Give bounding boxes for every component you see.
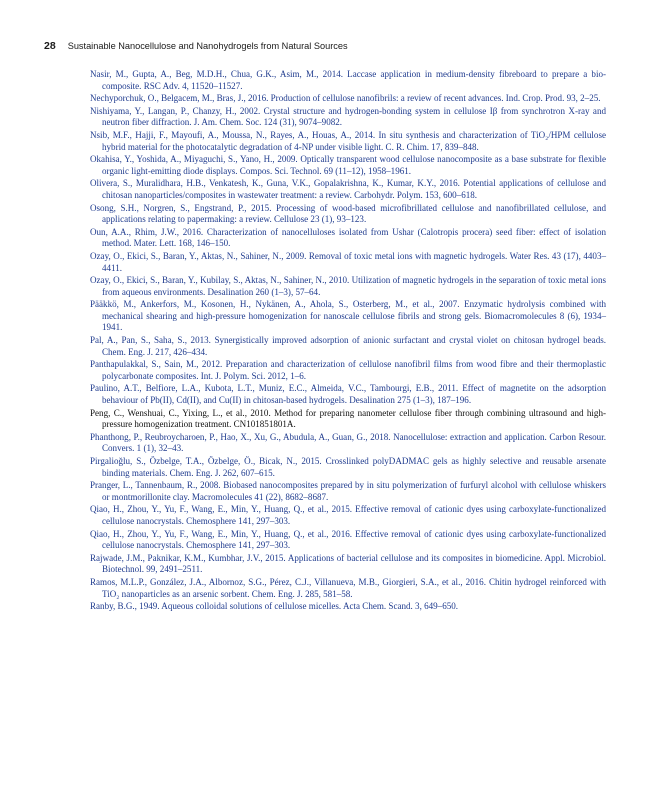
reference-item[interactable]: Paulino, A.T., Belfiore, L.A., Kubota, L.T., Muniz, E.C., Almeida, V.C., Tambourgi, E.B., 2011. Effect of magnetite on the adsorption behaviour of Pb(II), Cd(II), and Cu(II) in chitosan-based hydrogels. Desalination 275 (1–3), 187–196. <box>90 383 606 406</box>
reference-item[interactable]: Pranger, L., Tannenbaum, R., 2008. Biobased nanocomposites prepared by in situ polymerization of furfuryl alcohol with cellulose whiskers or montmorillonite clay. Macromolecules 41 (22), 8682–8687. <box>90 480 606 502</box>
running-header <box>44 40 608 52</box>
reference-item: Peng, C., Wenshuai, C., Yixing, L., et al., 2010. Method for preparing nanometer cellulose fiber through combining ultrasound and high-pressure homogenization treatment. CN101851801A. <box>90 407 606 430</box>
reference-item[interactable]: Pal, A., Pan, S., Saha, S., 2013. Synergistically improved adsorption of anionic surfactant and crystal violet on chitosan hydrogel beads. Chem. Eng. J. 217, 426–434. <box>90 335 606 357</box>
reference-item[interactable]: Ozay, O., Ekici, S., Baran, Y., Kubilay, S., Aktas, N., Sahiner, N., 2010. Utilization of magnetic hydrogels in the separation of toxic metal ions from aqueous environments. Desalination 260 (1–3), 57–64. <box>90 275 606 297</box>
reference-item[interactable]: Olivera, S., Muralidhara, H.B., Venkatesh, K., Guna, V.K., Gopalakrishna, K., Kumar, K.Y., 2016. Potential applications of cellulose and chitosan nanoparticles/composites in wastewater treatment: a review. Carbohydr. Polym. 153, 600–618. <box>90 178 606 200</box>
reference-item[interactable]: Pirgalioğlu, S., Özbelge, T.A., Özbelge, Ö., Bicak, N., 2015. Crosslinked polyDADMAC gels as highly selective and reusable arsenate binding materials. Chem. Eng. J. 262, 607–615. <box>90 456 606 478</box>
reference-item[interactable]: Ranby, B.G., 1949. Aqueous colloidal solutions of cellulose micelles. Acta Chem. Scand. 3, 649–650. <box>90 601 459 612</box>
running-title: Sustainable Nanocellulose and Nanohydrogels from Natural Sources <box>67 41 348 51</box>
reference-item[interactable]: Phanthong, P., Reubroycharoen, P., Hao, X., Xu, G., Abudula, A., Guan, G., 2018. Nanocellulose: extraction and application. Carbon Resour. Convers. 1 (1), 32–43. <box>90 431 606 454</box>
reference-item[interactable]: Oun, A.A., Rhim, J.W., 2016. Characterization of nanocelluloses isolated from Ushar (Calotropis procera) seed fiber: effect of isolation method. Mater. Lett. 168, 146–150. <box>90 226 606 249</box>
reference-item[interactable]: Qiao, H., Zhou, Y., Yu, F., Wang, E., Min, Y., Huang, Q., et al., 2015. Effective removal of cationic dyes using carboxylate-functionalized cellulose nanocrystals. Chemosphere 141, 297–303. <box>90 504 606 526</box>
reference-item[interactable]: Osong, S.H., Norgren, S., Engstrand, P., 2015. Processing of wood-based microfibrillated cellulose and nanofibrillated cellulose, and applications relating to papermaking: a review. Cellulose 23 (1), 93–123. <box>90 202 606 225</box>
reference-item[interactable]: Nishiyama, Y., Langan, P., Chanzy, H., 2002. Crystal structure and hydrogen-bonding system in cellulose Iβ from synchrotron X-ray and neutron fiber diffraction. J. Am. Chem. Soc. 124 (31), 9074–9082. <box>90 105 606 128</box>
reference-item[interactable]: Qiao, H., Zhou, Y., Yu, F., Wang, E., Min, Y., Huang, Q., et al., 2016. Effective removal of cationic dyes using carboxylate-functionalized cellulose nanocrystals. Chemosphere 141, 297–303. <box>90 528 606 551</box>
reference-item[interactable]: Ramos, M.L.P., González, J.A., Albornoz, S.G., Pérez, C.J., Villanueva, M.B., Giorgieri, S.A., et al., 2016. Chitin hydrogel reinforced with TiO₂ nanoparticles as an arsenic sorbent. Chem. Eng. J. 285, 581–58. <box>90 576 606 599</box>
page-number: 28 <box>44 40 56 52</box>
reference-item[interactable]: Nasir, M., Gupta, A., Beg, M.D.H., Chua, G.K., Asim, M., 2014. Laccase application in medium-density fibreboard to prepare a bio-composite. RSC Adv. 4, 11520–11527. <box>90 69 606 91</box>
reference-list <box>90 69 606 614</box>
reference-item[interactable]: Okahisa, Y., Yoshida, A., Miyaguchi, S., Yano, H., 2009. Optically transparent wood cellulose nanocomposite as a base substrate for flexible organic light-emitting diode displays. Compos. Sci. Technol. 69 (11–12), 1958–1961. <box>90 154 606 176</box>
reference-item[interactable]: Ozay, O., Ekici, S., Baran, Y., Aktas, N., Sahiner, N., 2009. Removal of toxic metal ions with magnetic hydrogels. Water Res. 43 (17), 4403–4411. <box>90 250 606 273</box>
reference-item[interactable]: Pääkkö, M., Ankerfors, M., Kosonen, H., Nykänen, A., Ahola, S., Osterberg, M., et al., 2007. Enzymatic hydrolysis combined with mechanical shearing and high-pressure homogenization for nanoscale cellulose fibrils and strong gels. Biomacromolecules 8 (6), 1934–1941. <box>90 299 606 333</box>
reference-item[interactable]: Nsib, M.F., Hajji, F., Mayoufi, A., Moussa, N., Rayes, A., Houas, A., 2014. In situ synthesis and characterization of TiO₂/HPM cellulose hybrid material for the photocatalytic degradation of 4-NP under visible light. C. R. Chim. 17, 839–848. <box>90 129 606 152</box>
reference-item[interactable]: Nechyporchuk, O., Belgacem, M., Bras, J., 2016. Production of cellulose nanofibrils: a review of recent advances. Ind. Crop. Prod. 93, 2–25. <box>90 93 601 104</box>
reference-item[interactable]: Rajwade, J.M., Paknikar, K.M., Kumbhar, J.V., 2015. Applications of bacterial cellulose and its composites in biomedicine. Appl. Microbiol. Biotechnol. 99, 2491–2511. <box>90 552 606 575</box>
reference-item[interactable]: Panthapulakkal, S., Sain, M., 2012. Preparation and characterization of cellulose nanofibril films from wood fibre and their thermoplastic polycarbonate composites. Int. J. Polym. Sci. 2012, 1–6. <box>90 359 606 381</box>
